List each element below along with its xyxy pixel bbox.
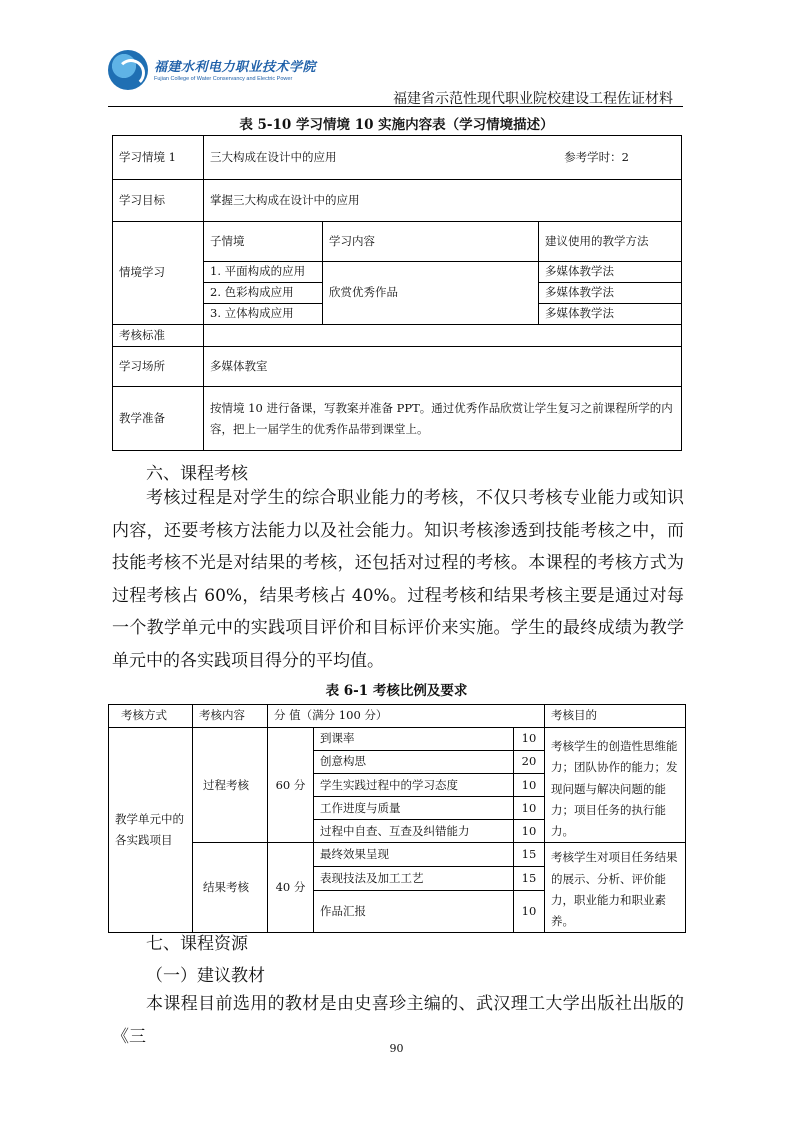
table1-row-preparation [113, 387, 682, 451]
sub-method: 多媒体教学法 [539, 262, 682, 283]
assessment-method: 教学单元中的各实践项目 [109, 728, 193, 933]
item-points: 15 [514, 843, 545, 867]
section6-paragraph: 考核过程是对学生的综合职业能力的考核，不仅只考核专业能力或知识内容，还要考核方法能力以及社会能力。知识考核渗透到技能考核之中，而技能考核不光是对结果的考核，还包括对过程的考核。本课程的考核方式为过程考核占 60%，结果考核占 40%。过程考核和结果考核主要是通过对每一个教学单元中的实践项目评价和目标评价来实施。学生的最终成绩为教学单元中的各实践项目得分的平均值。 [112, 488, 684, 671]
table1-row-location [113, 347, 682, 387]
logo-chinese-name: 福建水利电力职业技术学院 [154, 60, 317, 75]
header-content: 考核内容 [193, 705, 268, 728]
item-name: 最终效果呈现 [314, 843, 514, 867]
page-number: 90 [389, 1042, 404, 1055]
item-points: 10 [514, 774, 545, 797]
sub-item: 1. 平面构成的应用 [204, 262, 323, 283]
item-points: 10 [514, 797, 545, 820]
reference-hours: 参考学时：2 [564, 149, 630, 164]
section7-title: 七、课程资源 [146, 934, 248, 954]
preparation-value: 按情境 10 进行备课，写教案并准备 PPT。通过优秀作品欣赏让学生复习之前课程所学的内容，把上一届学生的优秀作品带到课堂上。 [204, 387, 682, 451]
item-points: 10 [514, 891, 545, 933]
sub-header-content: 学习内容 [323, 222, 539, 262]
item-name: 到课率 [314, 728, 514, 751]
sub-header-method: 建议使用的教学方法 [539, 222, 682, 262]
sub-item: 3. 立体构成应用 [204, 304, 323, 325]
table2-header-row [109, 705, 686, 728]
sub-item: 2. 色彩构成应用 [204, 283, 323, 304]
assessment-ratio-table [108, 704, 686, 933]
section7-subtitle: （一）建议教材 [146, 966, 265, 986]
item-name: 创意构思 [314, 751, 514, 774]
location-value: 多媒体教室 [204, 347, 682, 387]
table2-caption: 表 6-1 考核比例及要求 [325, 683, 468, 699]
header-score: 分 值（满分 100 分） [268, 705, 545, 728]
item-name: 表现技法及加工工艺 [314, 867, 514, 891]
preparation-label: 教学准备 [113, 387, 204, 451]
location-label: 学习场所 [113, 347, 204, 387]
process-name: 过程考核 [193, 728, 268, 843]
process-score: 60 分 [268, 728, 314, 843]
result-score: 40 分 [268, 843, 314, 933]
table1-row-goal [113, 180, 682, 222]
sub-header-situation: 子情境 [204, 222, 323, 262]
table1-row-situation [113, 136, 682, 180]
learning-situation-table [112, 135, 682, 451]
sub-method: 多媒体教学法 [539, 283, 682, 304]
item-points: 10 [514, 728, 545, 751]
result-name: 结果考核 [193, 843, 268, 933]
process-purpose: 考核学生的创造性思维能力；团队协作的能力；发现问题与解决问题的能力；项目任务的执行能力。 [545, 728, 686, 843]
item-name: 学生实践过程中的学习态度 [314, 774, 514, 797]
header-purpose: 考核目的 [545, 705, 686, 728]
item-points: 10 [514, 820, 545, 843]
item-name: 作品汇报 [314, 891, 514, 933]
standard-value [204, 325, 682, 347]
section6-title: 六、课程考核 [146, 464, 248, 484]
process-item-row [109, 728, 686, 751]
situation-learning-label: 情境学习 [113, 222, 204, 325]
table1-subheader-row [113, 222, 682, 262]
sub-content: 欣赏优秀作品 [323, 262, 539, 325]
situation-value [204, 136, 682, 180]
college-logo [108, 50, 317, 92]
header-divider [108, 106, 683, 107]
result-purpose: 考核学生对项目任务结果的展示、分析、评价能力，职业能力和职业素养。 [545, 843, 686, 933]
standard-label: 考核标准 [113, 325, 204, 347]
header-method: 考核方式 [109, 705, 193, 728]
item-name: 工作进度与质量 [314, 797, 514, 820]
table1-caption: 表 5-10 学习情境 10 实施内容表（学习情境描述） [239, 117, 554, 133]
college-emblem-icon [108, 50, 148, 90]
goal-label: 学习目标 [113, 180, 204, 222]
situation-label: 学习情境 1 [113, 136, 204, 180]
header-title: 福建省示范性现代职业院校建设工程佐证材料 [393, 91, 673, 107]
result-item-row [109, 843, 686, 867]
logo-english-name: Fujian College of Water Conservancy and Electric Power [154, 76, 293, 82]
item-points: 15 [514, 867, 545, 891]
situation-name: 三大构成在设计中的应用 [210, 149, 337, 164]
item-points: 20 [514, 751, 545, 774]
section7-paragraph: 本课程目前选用的教材是由史喜珍主编的、武汉理工大学出版社出版的《三 [112, 994, 684, 1047]
sub-method: 多媒体教学法 [539, 304, 682, 325]
goal-value: 掌握三大构成在设计中的应用 [204, 180, 682, 222]
item-name: 过程中自查、互查及纠错能力 [314, 820, 514, 843]
table1-row-standard [113, 325, 682, 347]
